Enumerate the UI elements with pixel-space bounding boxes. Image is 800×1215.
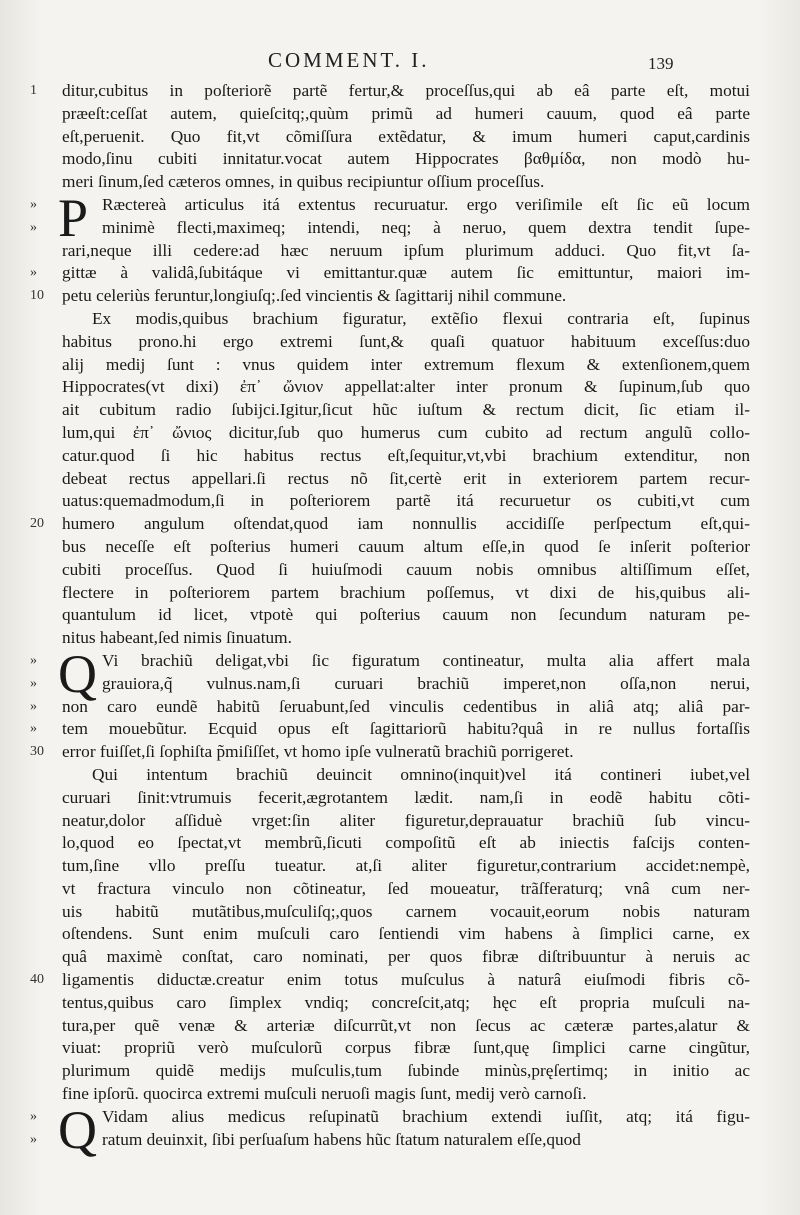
text-line: [30, 741, 750, 764]
line-text: flectere in poſteriorem partem brachium poſſemus, vt dixi de his,quibus ali-: [62, 582, 750, 602]
running-title: COMMENT. I.: [268, 48, 430, 72]
line-text: Qui intentum brachiũ deuincit omnino(inquit)vel itá contineri iubet,vel: [92, 764, 750, 784]
text-line: [30, 764, 750, 787]
text-line: [30, 650, 750, 673]
line-text: Ex modis,quibus brachium figuratur, extẽſio flexui contraria eſt, ſupinus: [92, 308, 750, 328]
line-text: Vidam alius medicus reſupinatũ brachium extendi iuſſit, atq; itá figu-: [102, 1106, 750, 1126]
text-line: [30, 901, 750, 924]
line-text: humero angulum oſtendat,quod iam nonnullis accidiſſe perſpectum eſt,qui-: [62, 514, 750, 534]
paragraph: [30, 80, 750, 194]
text-line: [30, 832, 750, 855]
line-text: debeat rectus appellari.ſi rectus nõ ſit,certè erit in exteriorem partem recur-: [62, 468, 750, 488]
line-text: fine ipſorũ. quocirca extremi muſculi neruoſi magis ſunt, medij verò carnoſi.: [62, 1084, 587, 1104]
line-text: error fuiſſet,ſi ſophiſta p̃miſiſſet, vt homo ipſe vulneratũ brachiũ porrigeret.: [62, 742, 574, 762]
text-line: [30, 194, 750, 217]
line-text: quâ maximè conſtat, caro nominati, per quos fibræ diſtribuuntur à neruis ac: [62, 947, 750, 967]
text-line: [30, 992, 750, 1015]
margin-mark: »: [30, 265, 37, 281]
line-text: cubiti proceſſus. Quod ſi huiuſmodi cauum nobis omnibus altiſſimum eſſet,: [62, 559, 750, 579]
text-line: [30, 627, 750, 650]
text-body: [30, 80, 750, 1160]
text-line: [30, 1060, 750, 1083]
line-text: ditur,cubitus in poſteriorẽ partẽ fertur,& proceſſus,qui ab eâ parte eſt, motui: [62, 81, 750, 100]
text-line: [30, 171, 750, 194]
line-text: Ræctereà articulus itá extentus recuruatur. ergo veriſimile eſt ſic eũ locum: [102, 194, 750, 214]
text-line: [30, 582, 750, 605]
text-line: [30, 696, 750, 719]
text-line: [30, 946, 750, 969]
line-text: rari,neque illi cedere:ad hæc neruum ipſum plurimum adduci. Quo fit,vt ſa-: [62, 240, 750, 260]
line-text: petu celeriùs feruntur,longiuſq;.ſed vincientis & ſagittarij nihil commune.: [62, 286, 567, 306]
text-line: [30, 969, 750, 992]
line-text: meri ſinum,ſed cæteros omnes, in quibus recipiuntur oſſium proceſſus.: [62, 172, 545, 192]
text-line: [30, 787, 750, 810]
text-line: [30, 148, 750, 171]
text-line: [30, 513, 750, 536]
paragraph: [30, 643, 750, 764]
line-text: tura,per quẽ venæ & arteriæ diſcurrũt,vt non ſecus ac cæteræ partes,alatur &: [62, 1015, 750, 1035]
text-line: [30, 285, 750, 308]
margin-mark: »: [30, 721, 37, 737]
margin-mark: 1: [30, 83, 37, 98]
paragraph: [30, 1099, 750, 1160]
line-text: nitus habeant,ſed nimis ſinuatum.: [62, 628, 292, 648]
paragraph: [30, 764, 750, 1106]
margin-mark: 30: [30, 744, 44, 760]
page-header: [0, 44, 800, 74]
line-text: tum,ſine vllo preſſu tueatur. at,ſi aliter figuretur,contrarium accidet:nempè,: [62, 856, 750, 876]
text-line: [30, 718, 750, 741]
line-text: plurimum quidẽ medijs muſculis,tum ſubinde minùs,pręſertimq; in initio ac: [62, 1061, 750, 1081]
line-text: quantulum id licet, vtpotè qui poſterius cauum non ſecundum naturam pe-: [62, 605, 750, 625]
text-line: [30, 217, 750, 240]
margin-mark: 40: [30, 972, 44, 988]
line-text: minimè flecti,maximeq; intendi, neq; à neruo, quem dextra tendit ſupe-: [102, 217, 750, 237]
margin-mark: »: [30, 1131, 37, 1147]
line-text: curuari ſinit:vtrumuis fecerit,ægrotantem lædit. nam,ſi in eodẽ habitu cõti-: [62, 787, 750, 807]
text-line: [30, 1037, 750, 1060]
line-text: tentus,quibus caro ſimplex vndiq; concreſcit,atq; hęc eſt propria muſculi na-: [62, 992, 750, 1012]
text-line: [30, 126, 750, 149]
line-text: gittæ à validâ,ſubitáque vi emittantur.quæ autem ſic emittuntur, maiori im-: [62, 263, 750, 283]
text-line: [30, 399, 750, 422]
text-line: [30, 308, 750, 331]
text-line: [30, 376, 750, 399]
text-line: [30, 855, 750, 878]
text-line: [30, 445, 750, 468]
line-text: ait cubitum radio ſubijci.Igitur,ſicut hũc iuſtum & rectum dicit, ſic etiam il-: [62, 400, 750, 420]
text-line: [30, 80, 750, 103]
line-text: viuat: propriũ verò muſculorũ corpus fibræ ſunt,quę ſimplici carne cingũtur,: [62, 1038, 750, 1058]
text-line: [30, 673, 750, 696]
line-text: habitus prono.hi ergo extremi ſunt,& quaſi quatuor habituum exceſſus:duo: [62, 331, 750, 351]
text-line: [30, 103, 750, 126]
text-line: [30, 1106, 750, 1129]
text-line: [30, 810, 750, 833]
paragraph: [30, 308, 750, 650]
margin-mark: »: [30, 675, 37, 691]
text-line: [30, 536, 750, 559]
margin-mark: »: [30, 219, 37, 235]
line-text: alij medij ſunt : vnus quidem inter extremum flexum & extenſionem,quem: [62, 354, 750, 374]
text-line: [30, 559, 750, 582]
margin-mark: »: [30, 1108, 37, 1124]
page-number: 139: [648, 54, 674, 73]
text-line: [30, 1083, 750, 1106]
text-line: [30, 354, 750, 377]
line-text: bus neceſſe eſt poſterius humeri cauum altum eſſe,in quod ſe inſerit poſterior: [62, 536, 750, 556]
margin-mark: »: [30, 698, 37, 714]
margin-mark: »: [30, 652, 37, 668]
line-text: ratum deuinxit, ſibi perſuaſum habens hũc ſtatum naturalem eſſe,quod: [102, 1129, 581, 1149]
line-text: Vi brachiũ deligat,vbi ſic figuratum contineatur, multa alia affert mala: [102, 650, 750, 670]
line-text: oſtendens. Sunt enim muſculi caro ſentiendi vim habens à ſimplici carne, ex: [62, 924, 750, 944]
line-text: grauiora,q̃ vulnus.nam,ſi curuari brachiũ imperet,non oſſa,non nerui,: [102, 673, 750, 693]
drop-capital: Q: [58, 643, 97, 704]
text-line: [30, 490, 750, 513]
line-text: uis habitũ mutãtibus,muſculiſq;,quos carnem vocauit,eorum nobis naturam: [62, 901, 750, 921]
line-text: ligamentis diductæ.creatur enim totus muſculus à naturâ eiuſmodi fibris cõ-: [62, 970, 750, 990]
line-text: lo,quod eo ſpectat,vt membrũ,ſicuti compoſitũ eſt ab iniectis faſcijs conten-: [62, 833, 750, 853]
line-text: neatur,dolor aſſiduè vrget:ſin aliter figuretur,deprauatur brachiũ ſub vincu-: [62, 810, 750, 830]
drop-capital: P: [58, 187, 89, 248]
drop-capital: Q: [58, 1099, 97, 1160]
line-text: præeſt:ceſſat autem, quieſcitq;,quùm primũ ad humeri cauum, quod eâ parte: [62, 103, 750, 123]
margin-mark: »: [30, 196, 37, 212]
line-text: tem mouebũtur. Ecquid opus eſt ſagittariorũ habitu?quâ in re nullus fortaſſis: [62, 719, 750, 739]
margin-mark: 10: [30, 288, 44, 304]
line-text: catur.quod ſi hic habitus rectus eſt,ſequitur,vt,vbi brachium extenditur, non: [62, 445, 750, 465]
line-text: modo,ſinu cubiti innitatur.vocat autem Hippocrates βαθμίδα, non modò hu-: [62, 149, 750, 169]
text-line: [30, 422, 750, 445]
text-line: [30, 240, 750, 263]
text-line: [30, 262, 750, 285]
line-text: eſt,peruenit. Quo fit,vt cõmiſſura extẽdatur, & imum humeri caput,cardinis: [62, 126, 750, 146]
line-text: uatus:quemadmodum,ſi in poſteriorem partẽ itá recuruetur os cubiti,vt cum: [62, 491, 750, 511]
text-line: [30, 468, 750, 491]
text-line: [30, 1129, 750, 1152]
line-text: Hippocrates(vt dixi) ἐπ᾽ ὤνιον appellat:alter inter pronum & ſupinum,ſub quo: [62, 377, 750, 397]
text-line: [30, 923, 750, 946]
text-line: [30, 1015, 750, 1038]
paragraph: [30, 187, 750, 308]
text-line: [30, 878, 750, 901]
line-text: lum,qui ἐπ᾽ ὤνιος dicitur,ſub quo humerus cum cubito ad rectum angulũ collo-: [62, 422, 750, 442]
text-line: [30, 604, 750, 627]
line-text: vt fractura vinculo non cõtineatur, ſed moueatur, trãſferaturq; vnâ cum ner-: [62, 878, 750, 898]
line-text: non caro eundẽ habitũ ſeruabunt,ſed vinculis cedentibus in aliâ atq; aliâ par-: [62, 696, 750, 716]
margin-mark: 20: [30, 516, 44, 532]
text-line: [30, 331, 750, 354]
